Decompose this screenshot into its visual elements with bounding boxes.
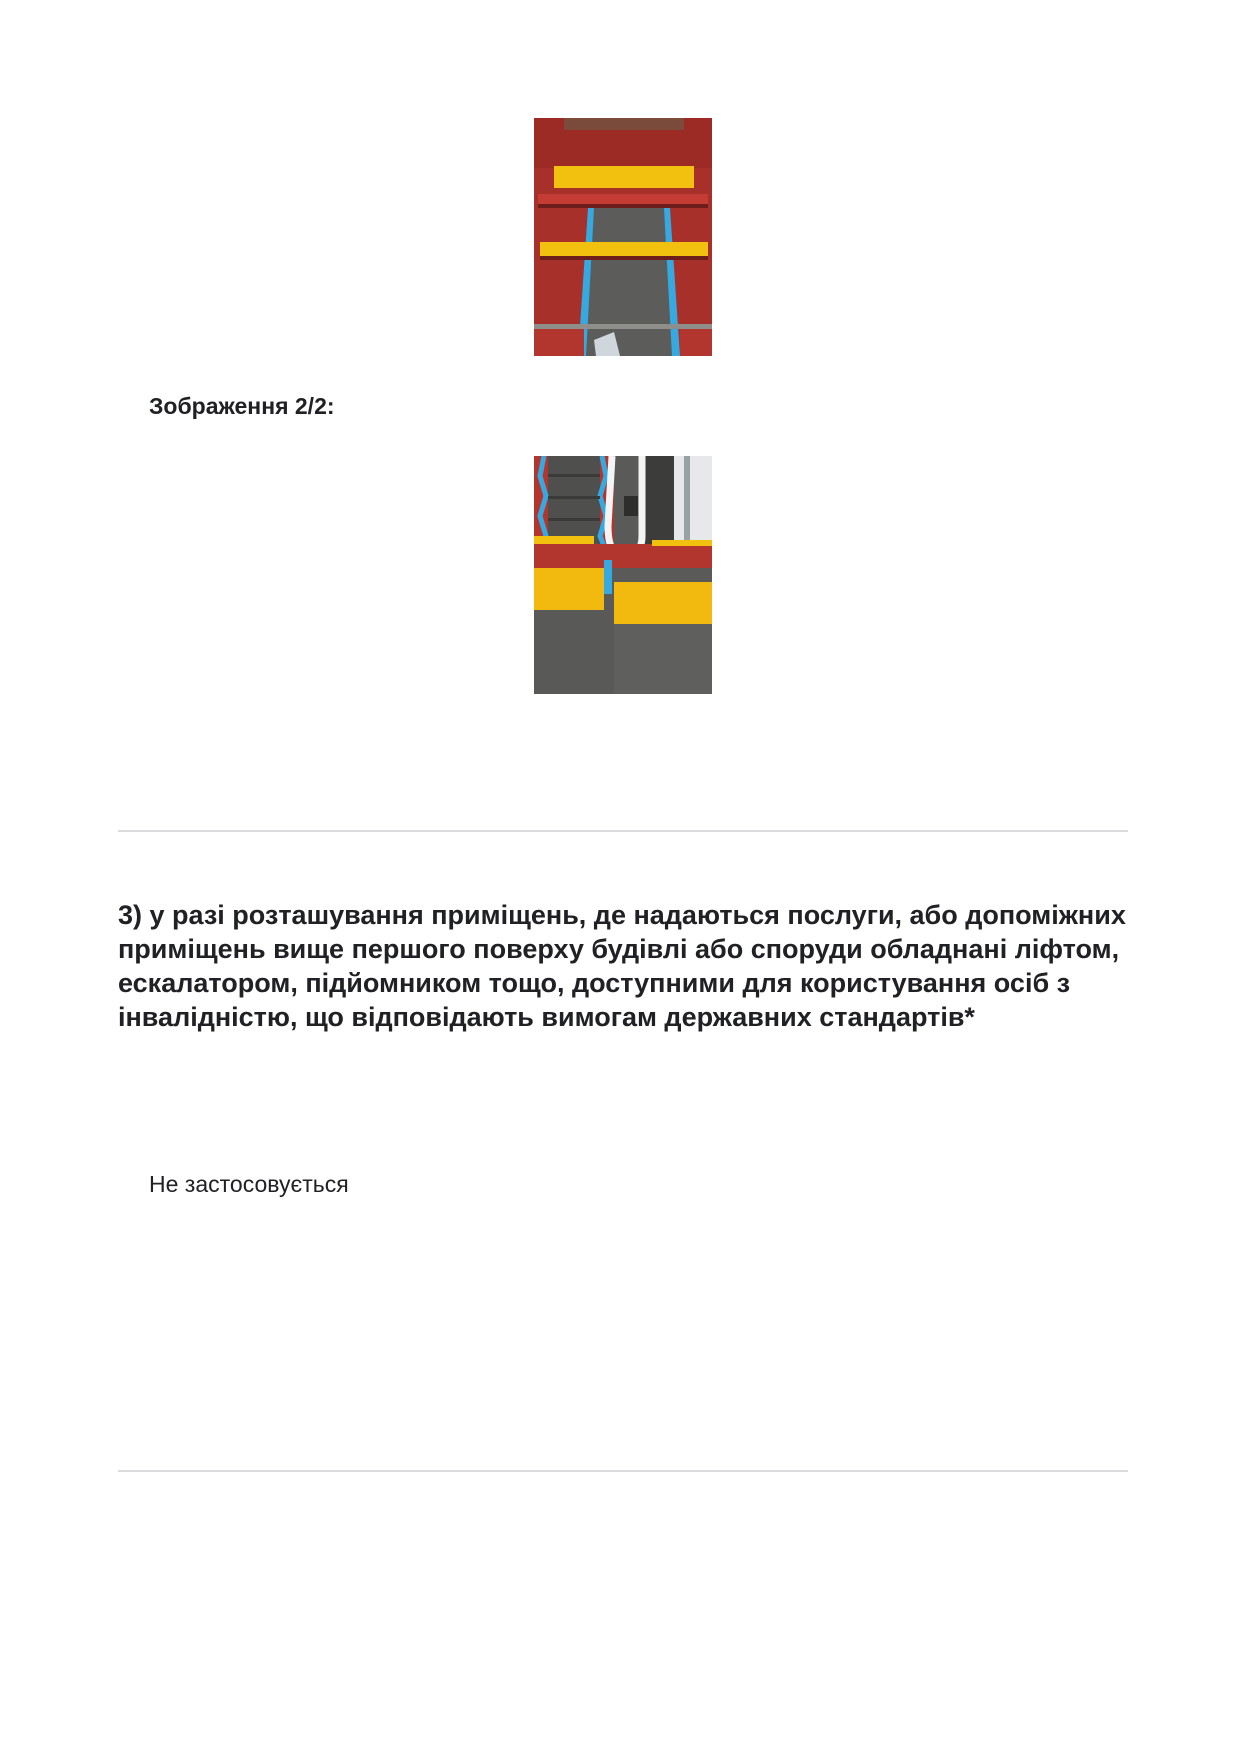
answer-text: Не застосовується xyxy=(149,1171,349,1197)
tactile-stairs-photo xyxy=(534,118,712,356)
section-divider xyxy=(118,1470,1128,1472)
image-caption: Зображення 2/2: xyxy=(149,393,335,419)
stairs-lift-image xyxy=(534,456,712,694)
section-divider xyxy=(118,830,1128,832)
stairs-lift-photo xyxy=(534,456,712,694)
tactile-stairs-image xyxy=(534,118,712,356)
question-title: 3) у разі розташування приміщень, де надаються послуги, або допоміжних приміщень вище першого поверху будівлі або споруди обладнані ліфтом, ескалатором, підйомником тощо, доступними для користування осіб з інвалідністю, що відповідають вимогам державних стандартів* xyxy=(118,900,1126,1032)
